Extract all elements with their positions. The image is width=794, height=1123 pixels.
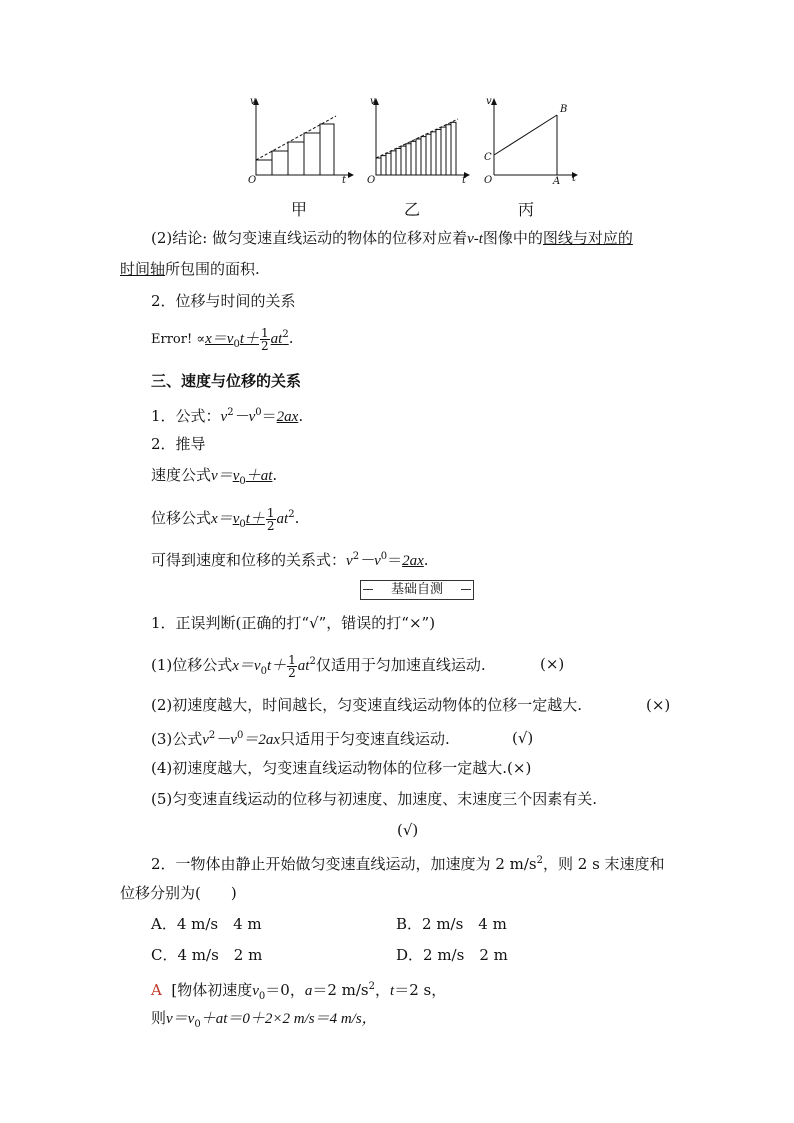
q1-item-4: (4)初速度越大，匀变速直线运动物体的位移一定越大.(×): [151, 759, 532, 777]
fig1-t-label: t: [342, 175, 347, 186]
fig3-point-a: A: [553, 176, 561, 187]
figure-label-jia: 甲: [291, 200, 308, 219]
option-d[interactable]: D．2 m/s 2 m: [396, 946, 508, 964]
fig3-v-label: v: [486, 96, 492, 107]
q1-item-3: (3)公式$v^2-v^0=2ax$只适用于匀变速直线运动.: [151, 730, 450, 748]
figure-label-yi: 乙: [404, 200, 421, 219]
section2-title: 2．位移与时间的关系: [151, 292, 296, 310]
q1-title: 1．正误判断(正确的打“√”，错误的打“×”): [151, 614, 436, 632]
q1-item-3-mark: (√): [512, 729, 534, 747]
result-formula-line: 可得到速度和位移的关系式：$v^2-v^0=2ax$.: [151, 551, 429, 569]
displacement-formula-line: 位移公式$x=v_0t+$ $\frac{1}{2}$ $at^2$.: [151, 505, 300, 533]
yi-bar: [391, 151, 396, 175]
fig3-point-c: C: [484, 152, 492, 163]
q2-line-1: 2．一物体由静止开始做匀变速直线运动，加速度为 2 $m/s^2$，则 2 s 末速度和: [151, 855, 665, 873]
yi-bar: [396, 148, 401, 175]
yi-bar: [406, 144, 411, 175]
q1-item-1-mark: (×): [540, 655, 565, 673]
figure-jia: [244, 93, 354, 187]
q1-item-5-mark: (√): [397, 821, 419, 839]
error-formula-line: Error! $\propto x=v_0t+$ $\frac{1}{2}$ $at^2$.: [151, 325, 294, 353]
option-a[interactable]: A．4 m/s 4 m: [151, 915, 262, 933]
fig1-origin: O: [248, 175, 257, 186]
figure-yi: [364, 93, 474, 187]
conclusion-line-2: 时间轴所包围的面积.: [120, 260, 260, 278]
section3-title: 三、速度与位移的关系: [151, 372, 302, 390]
yi-bar: [441, 127, 446, 175]
solution-line-2: 则$v=v_0+at=0+2\times 2$ m/s＝4 m/s，: [151, 1009, 377, 1030]
option-c[interactable]: C．4 m/s 2 m: [151, 946, 263, 964]
q1-item-2: (2)初速度越大，时间越长，匀变速直线运动物体的位移一定越大.: [151, 696, 583, 714]
q1-item-2-mark: (×): [646, 696, 671, 714]
fig3-t-label: t: [572, 173, 577, 184]
q1-item-1: (1)位移公式$x=v_0t+$ $\frac{1}{2}$ $at^2$仅适用于匀加速直线运动.: [151, 652, 486, 680]
speed-formula-line: 速度公式$v=v_0+at$.: [151, 466, 278, 487]
fig3-point-b: B: [560, 104, 568, 115]
fig1-v-label: v: [250, 96, 256, 107]
yi-bar: [411, 141, 416, 175]
derive-title: 2．推导: [151, 435, 206, 453]
formula-line: 1．公式：$v^2-v^0=2ax$.: [151, 407, 304, 425]
conclusion-line-1: (2)结论: 做匀变速直线运动的物体的位移对应着v-t图像中的图线与对应的: [151, 229, 633, 247]
figure-label-bing: 丙: [518, 200, 535, 219]
yi-bar: [416, 139, 421, 175]
yi-bar: [381, 156, 386, 175]
yi-bar: [426, 134, 431, 175]
yi-bar: [386, 153, 391, 175]
solution-line-1: A [物体初速度$v_0=0$，a＝2 $m/s^2$，t＝2 s，: [151, 981, 447, 1002]
self-test-badge: 基础自测: [360, 580, 474, 600]
yi-bar: [451, 122, 456, 175]
option-b[interactable]: B．2 m/s 4 m: [396, 915, 507, 933]
fig2-origin: O: [367, 175, 376, 186]
fig2-v-label: v: [370, 96, 376, 107]
q1-item-5: (5)匀变速直线运动的位移与初速度、加速度、末速度三个因素有关.: [151, 790, 598, 808]
fig3-origin: O: [484, 175, 493, 186]
yi-bar: [421, 137, 426, 175]
yi-bar: [401, 146, 406, 175]
yi-bar: [431, 132, 436, 175]
answer-letter: A: [151, 981, 162, 999]
yi-bar: [446, 125, 451, 175]
fig2-t-label: t: [462, 175, 467, 186]
yi-bar: [436, 129, 441, 175]
q2-line-2: 位移分别为( ): [120, 884, 237, 902]
yi-bar: [376, 158, 381, 175]
